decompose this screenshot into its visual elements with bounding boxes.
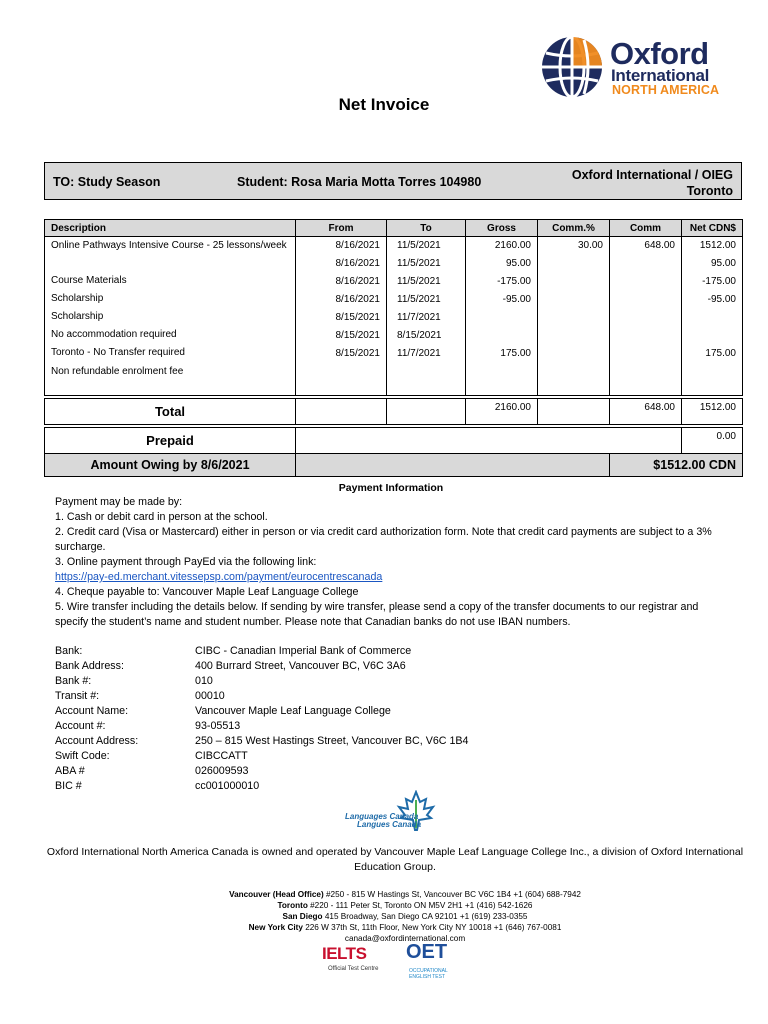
net-value — [688, 309, 736, 327]
bank-value: 400 Burrard Street, Vancouver BC, V6C 3A6 — [195, 660, 406, 672]
bank-key: Bank Address: — [55, 660, 124, 672]
school-line-1: Oxford International / OIEG — [571, 168, 733, 182]
net-value: -175.00 — [702, 276, 736, 287]
prepaid-label: Prepaid — [45, 428, 296, 454]
bank-key: Swift Code: — [55, 750, 110, 762]
table-body — [45, 237, 743, 396]
col-comm-pct: Comm.% — [538, 220, 610, 237]
gross-value — [472, 309, 531, 327]
ielts-logo — [322, 944, 382, 978]
payment-option-4: 4. Cheque payable to: Vancouver Maple Leaf Language College — [55, 586, 359, 598]
net-value: -95.00 — [707, 294, 736, 305]
from-value: 8/15/2021 — [335, 312, 380, 323]
office-addresses — [140, 889, 670, 944]
globe-icon — [540, 36, 604, 98]
to-value: 11/7/2021 — [397, 348, 441, 359]
col-to: To — [387, 220, 466, 237]
bank-key: ABA # — [55, 765, 85, 777]
payment-option-5: 5. Wire transfer including the details below. If sending by wire transfer, please send a copy of the transfer documents to our registrar and specify the student’s name and student number. Please note that Canadian banks do not use IBAN numbers. — [55, 601, 699, 628]
bank-value: cc001000010 — [195, 780, 260, 792]
to-field: TO: Study Season — [53, 175, 161, 189]
from-value: 8/16/2021 — [335, 258, 380, 269]
payment-link[interactable]: https://pay-ed.merchant.vitessepsp.com/payment/eurocentrescanada — [55, 571, 383, 583]
gross-value: -175.00 — [497, 276, 531, 287]
list-item: No accommodation required — [51, 329, 177, 340]
col-net: Net CDN$ — [682, 220, 743, 237]
list-item: Course Materials — [51, 275, 127, 286]
bank-key: Account Address: — [55, 735, 139, 747]
table-header-row — [45, 220, 743, 237]
net-value: 1512.00 — [699, 240, 736, 251]
gross-value — [472, 327, 531, 345]
bank-key: Bank #: — [55, 675, 92, 687]
net-cell — [682, 237, 743, 396]
list-item: Scholarship — [51, 293, 104, 304]
bank-value: Vancouver Maple Leaf Language College — [195, 705, 391, 717]
net-value: 175.00 — [705, 348, 736, 359]
total-comm: 648.00 — [610, 399, 682, 425]
bank-key: BIC # — [55, 780, 82, 792]
from-value: 8/16/2021 — [335, 294, 380, 305]
from-value: 8/16/2021 — [335, 240, 380, 251]
total-net: 1512.00 — [682, 399, 743, 425]
payment-option-1: 1. Cash or debit card in person at the school. — [55, 511, 268, 523]
owing-label: Amount Owing by 8/6/2021 — [45, 454, 296, 477]
bank-value: CIBCCATT — [195, 750, 248, 762]
to-value: 8/15/2021 — [397, 330, 442, 341]
from-value: 8/16/2021 — [335, 276, 380, 287]
gross-value: 95.00 — [505, 258, 531, 269]
oet-subtext: OCCUPATIONAL ENGLISH TEST — [409, 968, 448, 980]
address-toronto: Toronto #220 - 111 Peter St, Toronto ON M5V 2H1 +1 (416) 542-1626 — [277, 901, 533, 910]
total-gross: 2160.00 — [466, 399, 538, 425]
bank-value: CIBC - Canadian Imperial Bank of Commerce — [195, 645, 412, 657]
page-title: Net Invoice — [338, 95, 430, 114]
owing-value: $1512.00 CDN — [610, 454, 743, 477]
comm-pct-value: 30.00 — [577, 240, 603, 251]
address-new-york: New York City 226 W 37th St, 11th Floor, New York City NY 10018 +1 (646) 767-0081 — [248, 923, 562, 932]
address-vancouver: Vancouver (Head Office) #250 - 815 W Hastings St, Vancouver BC V6C 1B4 +1 (604) 688-7942 — [229, 890, 581, 899]
address-san-diego: San Diego 415 Broadway, San Diego CA 92101 +1 (619) 233-0355 — [282, 912, 528, 921]
owing-row — [45, 454, 743, 477]
bank-key: Bank: — [55, 645, 83, 657]
payment-option-3: 3. Online payment through PayEd via the following link: — [55, 556, 317, 568]
languages-canada-text: Languages Canada — [345, 812, 419, 821]
ielts-subtext: Official Test Centre — [328, 966, 379, 972]
prepaid-value: 0.00 — [682, 428, 743, 454]
bank-key: Transit #: — [55, 690, 100, 702]
bank-value: 250 – 815 West Hastings Street, Vancouver BC, V6C 1B4 — [195, 735, 469, 747]
from-value: 8/15/2021 — [335, 330, 380, 341]
net-value: 95.00 — [710, 258, 736, 269]
bank-value: 00010 — [195, 690, 225, 702]
comm-value: 648.00 — [644, 240, 675, 251]
oet-text: OET — [406, 941, 448, 963]
school-field — [572, 167, 733, 199]
invoice-table — [44, 219, 743, 477]
contact-email[interactable]: canada@oxfordinternational.com — [344, 934, 466, 943]
ielts-text: IELTS — [322, 944, 367, 963]
col-description: Description — [45, 220, 296, 237]
list-item: Online Pathways Intensive Course - 25 lessons/week — [51, 240, 287, 251]
payment-option-2: 2. Credit card (Visa or Mastercard) either in person or via credit card authorization form. Note that credit card payments are subject to a 3% surcharge. — [55, 526, 712, 553]
bank-value: 026009593 — [195, 765, 249, 777]
bank-value: 93-05513 — [195, 720, 241, 732]
oet-logo — [406, 941, 466, 980]
gross-value: -95.00 — [502, 294, 531, 305]
ownership-statement: Oxford International North America Canada is owned and operated by Vancouver Maple Leaf Language College Inc., a division of Oxford International Education Group. — [46, 846, 744, 873]
student-field: Student: Rosa Maria Motta Torres 104980 — [237, 175, 482, 189]
to-value: 11/5/2021 — [397, 240, 441, 251]
bank-value: 010 — [195, 675, 213, 687]
languages-canada-logo — [345, 790, 440, 834]
gross-cell — [466, 237, 538, 396]
bank-key: Account #: — [55, 720, 106, 732]
list-item: Non refundable enrolment fee — [51, 366, 184, 377]
logo-text-international: International — [611, 66, 710, 85]
gross-value: 175.00 — [500, 348, 531, 359]
total-label: Total — [45, 399, 296, 425]
to-cell — [387, 237, 466, 396]
list-item: Toronto - No Transfer required — [51, 347, 185, 358]
to-value: 11/5/2021 — [397, 294, 441, 305]
payment-info — [55, 495, 725, 630]
col-comm: Comm — [610, 220, 682, 237]
to-value: 11/7/2021 — [397, 312, 441, 323]
from-cell — [296, 237, 387, 396]
school-line-2: Toronto — [686, 184, 733, 198]
logo-text-north-america: NORTH AMERICA — [612, 83, 720, 97]
list-item: Scholarship — [51, 311, 104, 322]
total-row — [45, 399, 743, 425]
payment-intro: Payment may be made by: — [55, 496, 183, 508]
comm-pct-cell — [538, 237, 610, 396]
prepaid-row — [45, 428, 743, 454]
payment-heading: Payment Information — [338, 482, 444, 494]
invoice-header — [44, 162, 742, 200]
langues-canada-text: Langues Canada — [357, 820, 422, 829]
gross-value: 2160.00 — [494, 240, 531, 251]
net-value — [688, 327, 736, 345]
comm-cell — [610, 237, 682, 396]
to-value: 11/5/2021 — [397, 276, 441, 287]
to-value: 11/5/2021 — [397, 258, 441, 269]
logo-text-oxford: Oxford — [610, 36, 709, 71]
col-from: From — [296, 220, 387, 237]
col-gross: Gross — [466, 220, 538, 237]
oxford-logo — [540, 36, 730, 98]
bank-key: Account Name: — [55, 705, 129, 717]
from-value: 8/15/2021 — [335, 348, 380, 359]
description-cell — [45, 237, 296, 396]
